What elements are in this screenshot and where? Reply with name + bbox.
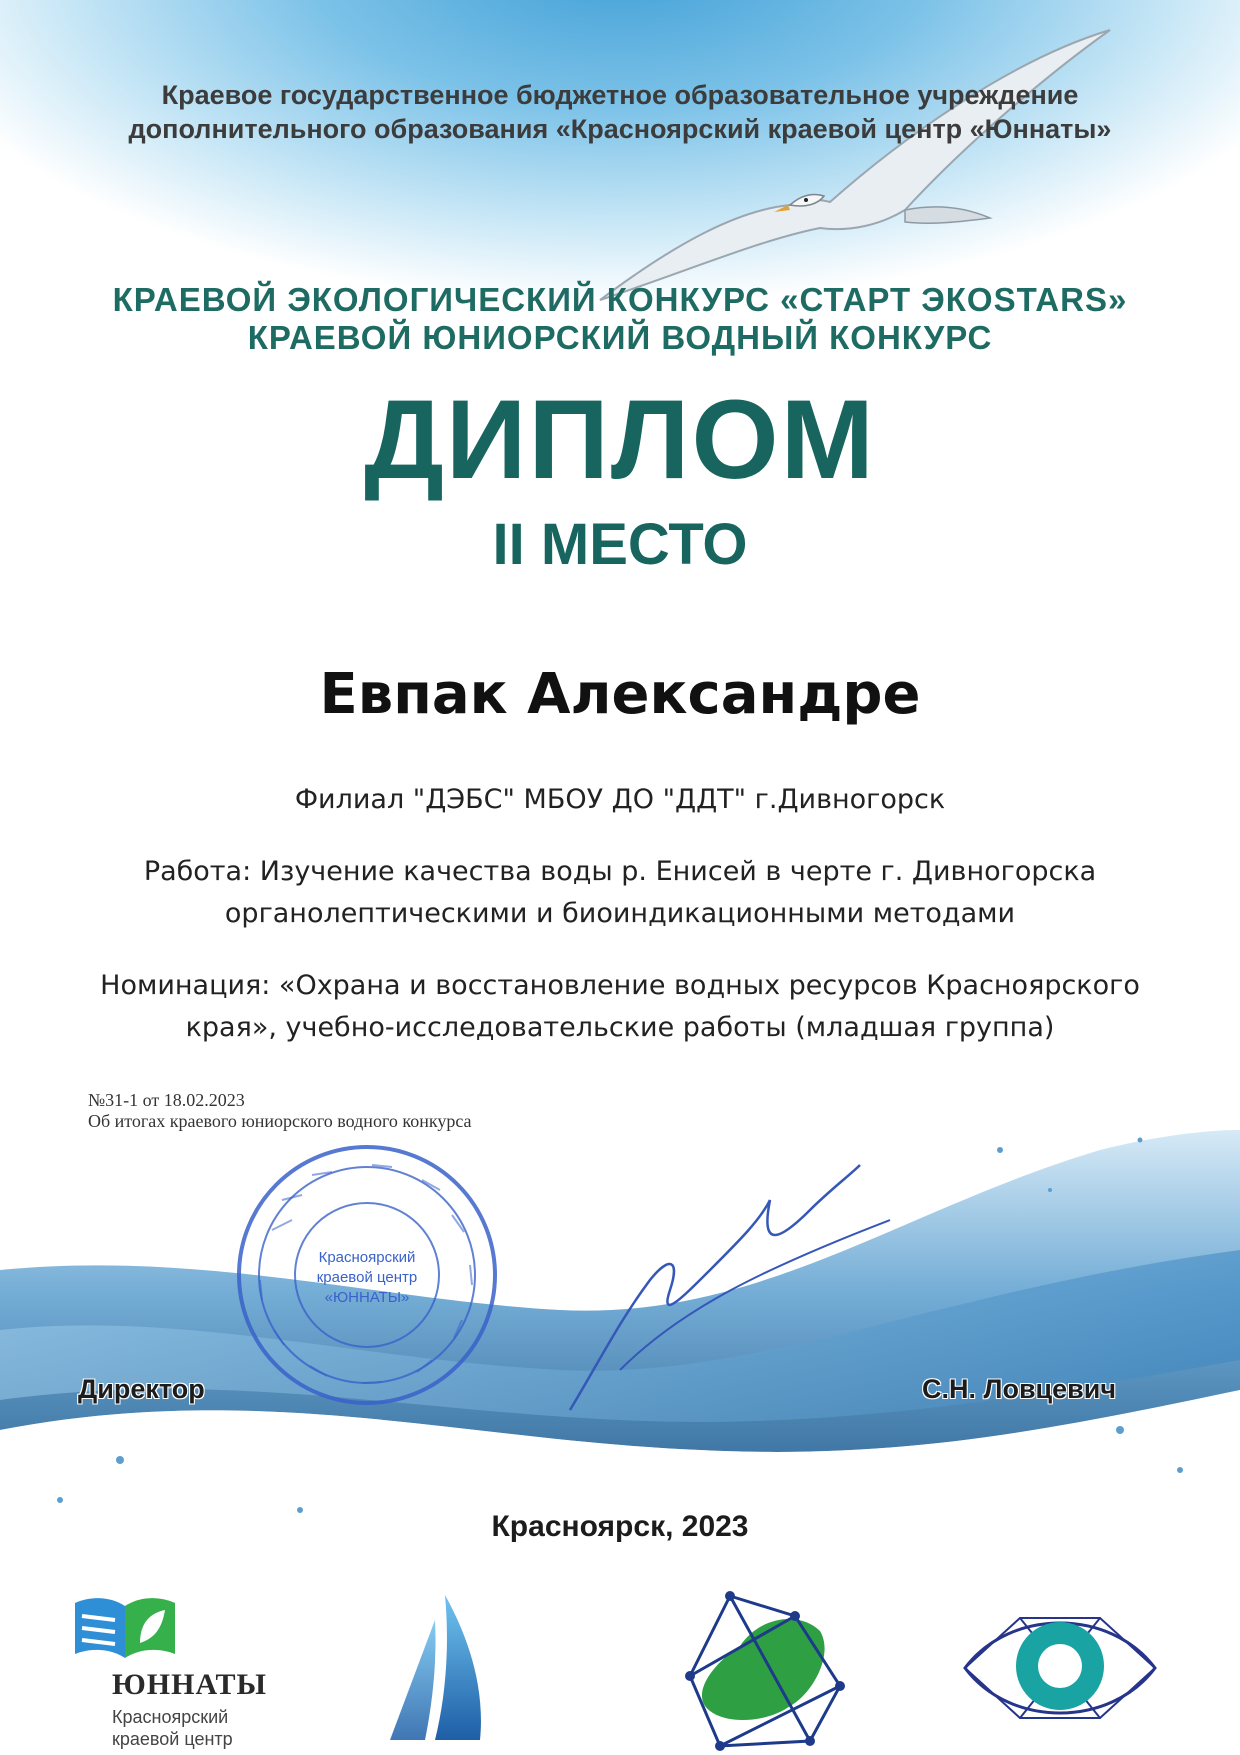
yunnaty-title: ЮННАТЫ	[112, 1668, 267, 1701]
contest-title-line2: КРАЕВОЙ ЮНИОРСКИЙ ВОДНЫЙ КОНКУРС	[247, 319, 993, 356]
diploma-title: ДИПЛОМ	[364, 377, 876, 502]
signature-person: С.Н. Ловцевич	[922, 1374, 1117, 1404]
place-label: II МЕСТО	[492, 512, 748, 577]
nomination-line1: Номинация: «Охрана и восстановление водных ресурсов Красноярского	[100, 970, 1140, 1001]
nomination-line2: края», учебно-исследовательские работы (младшая группа)	[185, 1012, 1055, 1043]
yunnaty-subtitle-line1: Красноярский	[112, 1707, 229, 1727]
signature-role: Директор	[78, 1374, 205, 1404]
partner-logos-strip	[0, 1578, 1240, 1755]
yunnaty-subtitle	[112, 1706, 233, 1750]
yunnaty-subtitle-line2: краевой центр	[112, 1729, 233, 1749]
director-signature	[560, 1160, 920, 1420]
work-title-line1: Работа: Изучение качества воды р. Енисей в черте г. Дивногорска	[143, 856, 1097, 887]
eye-logo-icon	[960, 1598, 1160, 1738]
order-number: №31-1 от 18.02.2023	[88, 1090, 245, 1110]
org-name-line2: дополнительного образования «Красноярский краевой центр «Юннаты»	[128, 114, 1112, 144]
org-name-line1: Краевое государственное бюджетное образовательное учреждение	[161, 80, 1079, 110]
yunnaty-logo	[0, 1578, 300, 1755]
order-reference	[88, 1090, 472, 1132]
order-subject: Об итогах краевого юниорского водного конкурса	[88, 1111, 472, 1131]
stamp-center-line1: Красноярский	[318, 1249, 416, 1266]
recipient-name: Евпак Александре	[319, 662, 921, 727]
work-title-line2: органолептическими и биоиндикационными методами	[224, 898, 1016, 929]
contest-title-line1: КРАЕВОЙ ЭКОЛОГИЧЕСКИЙ КОНКУРС «СТАРТ ЭКОSTARS»	[112, 281, 1128, 318]
book-leaf-icon	[70, 1588, 180, 1668]
sail-logo-icon	[375, 1590, 505, 1750]
network-leaf-logo-icon	[670, 1586, 850, 1751]
stamp-center-line3: «ЮННАТЫ»	[324, 1289, 410, 1306]
stamp-center-line2: краевой центр	[316, 1269, 418, 1286]
city-year: Красноярск, 2023	[491, 1510, 749, 1543]
official-stamp	[232, 1140, 502, 1414]
institution: Филиал "ДЭБС" МБОУ ДО "ДДТ" г.Дивногорск	[294, 784, 946, 815]
